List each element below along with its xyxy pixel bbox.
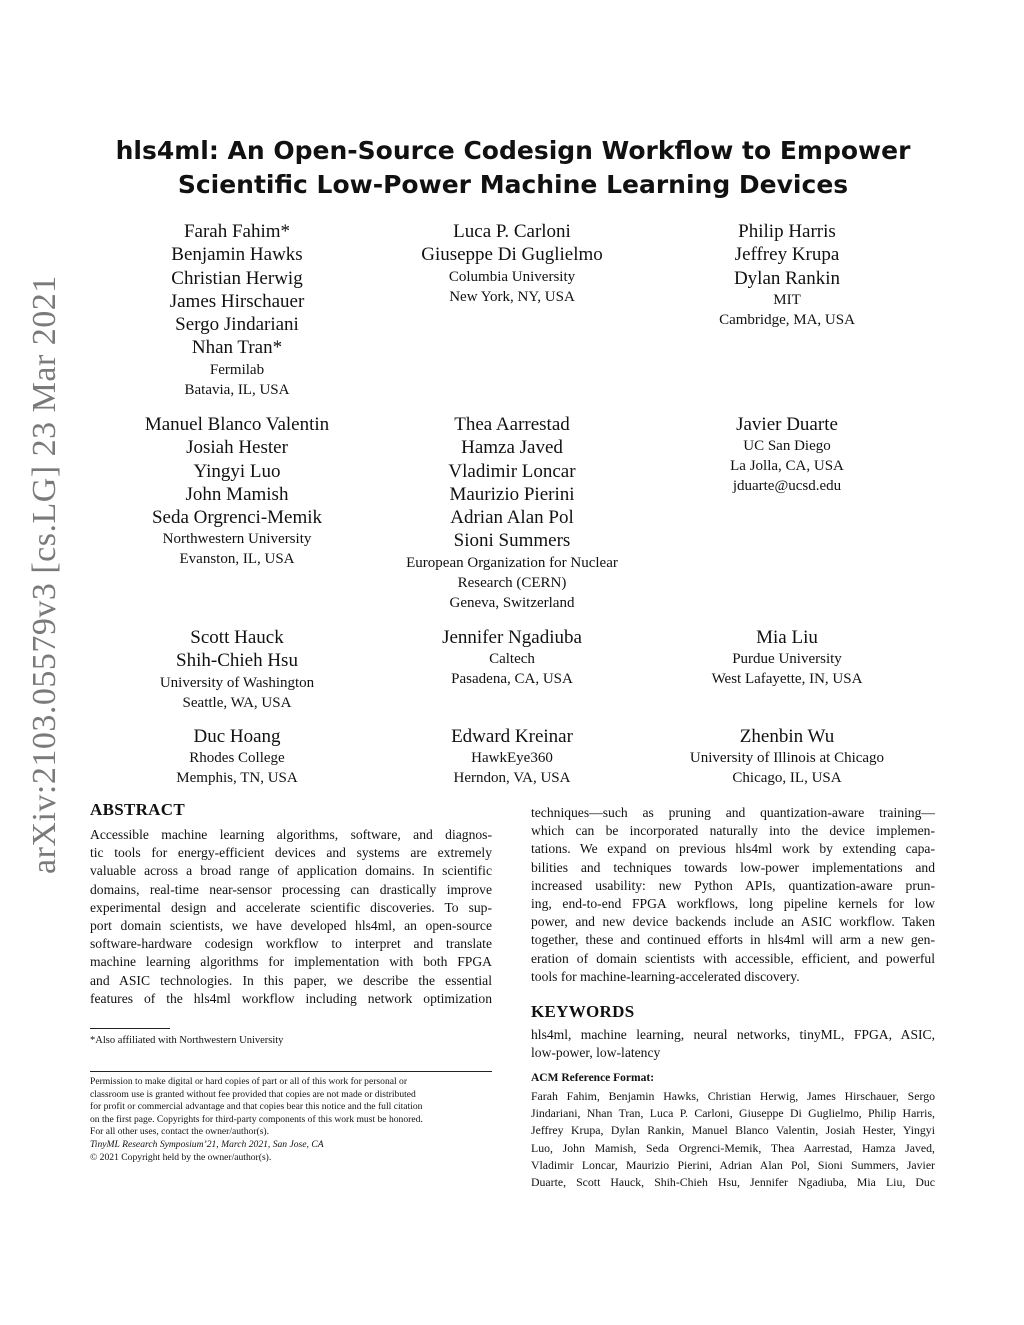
affiliation-location: New York, NY, USA [449, 288, 575, 305]
affiliation-institution: Purdue University [732, 651, 842, 668]
abstract-line: ing, end-to-end FPGA workflows, long pipeline kernels for low [531, 896, 935, 912]
abstract-line: and ASIC technologies. In this paper, we describe the essential [90, 972, 492, 988]
abstract-line: power, and new device backends include an ASIC workflow. Taken [531, 914, 935, 930]
permission-rule [90, 1071, 492, 1072]
author-name: Maurizio Pierini [449, 483, 575, 505]
author-name: Adrian Alan Pol [450, 507, 574, 529]
acm-reference-line: Luo, John Mamish, Seda Orgrenci-Memik, Thea Aarrestad, Hamza Javed, [531, 1140, 935, 1155]
abstract-line: which can be incorporated naturally into the device implemen- [531, 823, 935, 839]
abstract-line: software-hardware codesign workflow to interpret and translate [90, 936, 492, 952]
author-block-ucsd [637, 413, 937, 496]
keywords-line: low-power, low-latency [531, 1045, 661, 1061]
author-block-uw [87, 626, 387, 713]
permission-notice [90, 1076, 492, 1164]
abstract-line: domains, real-time near-sensor processing can drastically improve [90, 881, 492, 897]
author-block-hawkeye [362, 725, 662, 788]
author-name: Thea Aarrestad [454, 414, 570, 435]
title-line-1: hls4ml: An Open-Source Codesign Workflow to Empower [115, 136, 911, 165]
author-name: Duc Hoang [193, 726, 281, 747]
affiliation-location: Evanston, IL, USA [179, 551, 295, 568]
author-name: Farah Fahim* [183, 221, 291, 242]
affiliation-location: Chicago, IL, USA [732, 770, 842, 787]
abstract-line: Accessible machine learning algorithms, software, and diagnos- [90, 827, 492, 842]
abstract-line: tations. We expand on previous hls4ml work by extending capa- [531, 841, 935, 857]
author-name: Seda Orgrenci-Memik [151, 507, 323, 529]
author-block-uic [637, 725, 937, 788]
affiliation-institution: Northwestern University [162, 531, 312, 548]
affiliation-institution: Fermilab [209, 361, 265, 378]
author-name: Jeffrey Krupa [734, 244, 840, 266]
author-name: Hamza Javed [461, 437, 563, 459]
affiliation-institution: Research (CERN) [457, 574, 567, 591]
abstract-line: eration of domain scientists with accessible, efficient, and powerful [531, 950, 935, 966]
abstract-line: features of the hls4ml workflow including network optimization [90, 990, 492, 1006]
abstract-line: experimental design and accelerate scientific discoveries. To sup- [90, 899, 492, 915]
affiliation-institution: European Organization for Nuclear [406, 554, 618, 571]
footnote-rule [90, 1028, 170, 1029]
author-name: Mia Liu [756, 627, 818, 648]
abstract-line: valuable across a broad range of application domains. In scientific [90, 863, 492, 879]
author-name: Scott Hauck [190, 627, 284, 648]
permission-line: For all other uses, contact the owner/author(s). [90, 1126, 270, 1138]
acm-reference-line: Jeffrey Krupa, Dylan Rankin, Manuel Blanco Valentin, Josiah Hester, Yingyi [531, 1123, 935, 1138]
title-line-2: Scientific Low-Power Machine Learning Devices [177, 170, 849, 199]
abstract-line: tools for machine-learning-accelerated discovery. [531, 968, 800, 984]
abstract-heading: ABSTRACT [90, 800, 185, 819]
author-name: Yingyi Luo [193, 460, 281, 482]
paper-title [90, 134, 936, 202]
abstract-line: together, these and continued efforts in hls4ml will arm a new gen- [531, 932, 935, 948]
author-block-rhodes [87, 725, 387, 788]
affiliation-institution: UC San Diego [743, 438, 831, 455]
author-name: Dylan Rankin [733, 267, 841, 289]
affiliation-location: West Lafayette, IN, USA [711, 671, 863, 688]
abstract-line: machine learning algorithms for implementation with both FPGA [90, 954, 492, 970]
keywords-text [531, 1026, 935, 1062]
footnote: *Also affiliated with Northwestern University [90, 1035, 284, 1046]
author-name: Luca P. Carloni [453, 221, 571, 242]
affiliation-location: Batavia, IL, USA [184, 381, 290, 398]
affiliation-location: La Jolla, CA, USA [730, 458, 844, 475]
author-name: Edward Kreinar [451, 726, 573, 747]
conference-line: TinyML Research Symposium’21, March 2021, San Jose, CA [90, 1138, 324, 1150]
affiliation-institution: Rhodes College [189, 750, 285, 767]
abstract-line: port domain scientists, we have developed hls4ml, an open-source [90, 918, 492, 934]
acm-reference-line: Vladimir Loncar, Maurizio Pierini, Adrian Alan Pol, Sioni Summers, Javier [531, 1157, 935, 1172]
acm-reference-text [531, 1088, 935, 1191]
arxiv-stamp: arXiv:2103.05579v3 [cs.LG] 23 Mar 2021 [26, 275, 63, 874]
affiliation-institution: Caltech [489, 651, 535, 668]
permission-line: classroom use is granted without fee provided that copies are not made or distributed [90, 1088, 416, 1100]
author-name: Javier Duarte [736, 414, 838, 435]
permission-line: for profit or commercial advantage and that copies bear this notice and the full citation [90, 1101, 423, 1113]
affiliation-email: jduarte@ucsd.edu [732, 478, 842, 495]
author-name: Sergo Jindariani [175, 314, 299, 336]
keywords-line: hls4ml, machine learning, neural networks, tinyML, FPGA, ASIC, [531, 1027, 935, 1042]
affiliation-institution: University of Illinois at Chicago [689, 750, 885, 767]
author-name: Giuseppe Di Guglielmo [421, 244, 603, 266]
author-name: Jennifer Ngadiuba [442, 627, 582, 648]
author-block-caltech [362, 626, 662, 689]
author-name: Zhenbin Wu [739, 726, 835, 747]
author-name: Manuel Blanco Valentin [144, 414, 330, 435]
affiliation-institution: University of Washington [159, 674, 315, 691]
acm-reference-line: Farah Fahim, Benjamin Hawks, Christian Herwig, James Hirschauer, Sergo [531, 1089, 935, 1103]
author-name: Shih-Chieh Hsu [176, 650, 298, 672]
affiliation-institution: MIT [773, 291, 801, 308]
affiliation-institution: HawkEye360 [471, 750, 553, 767]
author-name: Nhan Tran* [191, 337, 283, 359]
affiliation-location: Geneva, Switzerland [449, 594, 575, 611]
author-name: Christian Herwig [171, 267, 303, 289]
permission-line: Permission to make digital or hard copies of part or all of this work for personal or [90, 1076, 408, 1087]
author-block-mit [637, 220, 937, 330]
author-block-cern [362, 413, 662, 613]
author-name: Benjamin Hawks [171, 244, 303, 266]
affiliation-location: Pasadena, CA, USA [451, 671, 573, 688]
copyright-line: © 2021 Copyright held by the owner/author(s). [90, 1151, 272, 1163]
author-block-fermilab [87, 220, 387, 400]
affiliation-institution: Columbia University [448, 268, 576, 285]
author-name: Vladimir Loncar [448, 460, 576, 482]
author-block-columbia [362, 220, 662, 307]
author-name: James Hirschauer [169, 290, 305, 312]
abstract-column-2 [531, 804, 935, 986]
affiliation-location: Memphis, TN, USA [176, 770, 298, 787]
keywords-heading: KEYWORDS [531, 1002, 635, 1021]
author-name: Sioni Summers [453, 530, 571, 552]
abstract-column-1 [90, 826, 492, 1008]
affiliation-location: Seattle, WA, USA [182, 694, 292, 711]
acm-reference-heading: ACM Reference Format: [531, 1072, 655, 1084]
abstract-line: increased usability: new Python APIs, quantization-aware prun- [531, 877, 935, 893]
author-name: John Mamish [185, 483, 289, 505]
author-block-northwestern [87, 413, 387, 569]
affiliation-location: Herndon, VA, USA [453, 770, 571, 787]
acm-reference-line: Jindariani, Nhan Tran, Luca P. Carloni, Giuseppe Di Guglielmo, Philip Harris, [531, 1106, 935, 1121]
permission-line: on the first page. Copyrights for third-party components of this work must be honored. [90, 1113, 423, 1125]
author-block-purdue [637, 626, 937, 689]
abstract-line: techniques—such as pruning and quantization-aware training— [531, 805, 935, 820]
author-name: Philip Harris [738, 221, 836, 242]
abstract-line: bilities and techniques towards low-power implementations and [531, 859, 935, 875]
author-name: Josiah Hester [186, 437, 288, 459]
acm-reference-line: Duarte, Scott Hauck, Shih-Chieh Hsu, Jennifer Ngadiuba, Mia Liu, Duc [531, 1175, 935, 1190]
abstract-line: tic tools for energy-efficient devices and systems are extremely [90, 845, 492, 861]
affiliation-location: Cambridge, MA, USA [719, 311, 855, 328]
